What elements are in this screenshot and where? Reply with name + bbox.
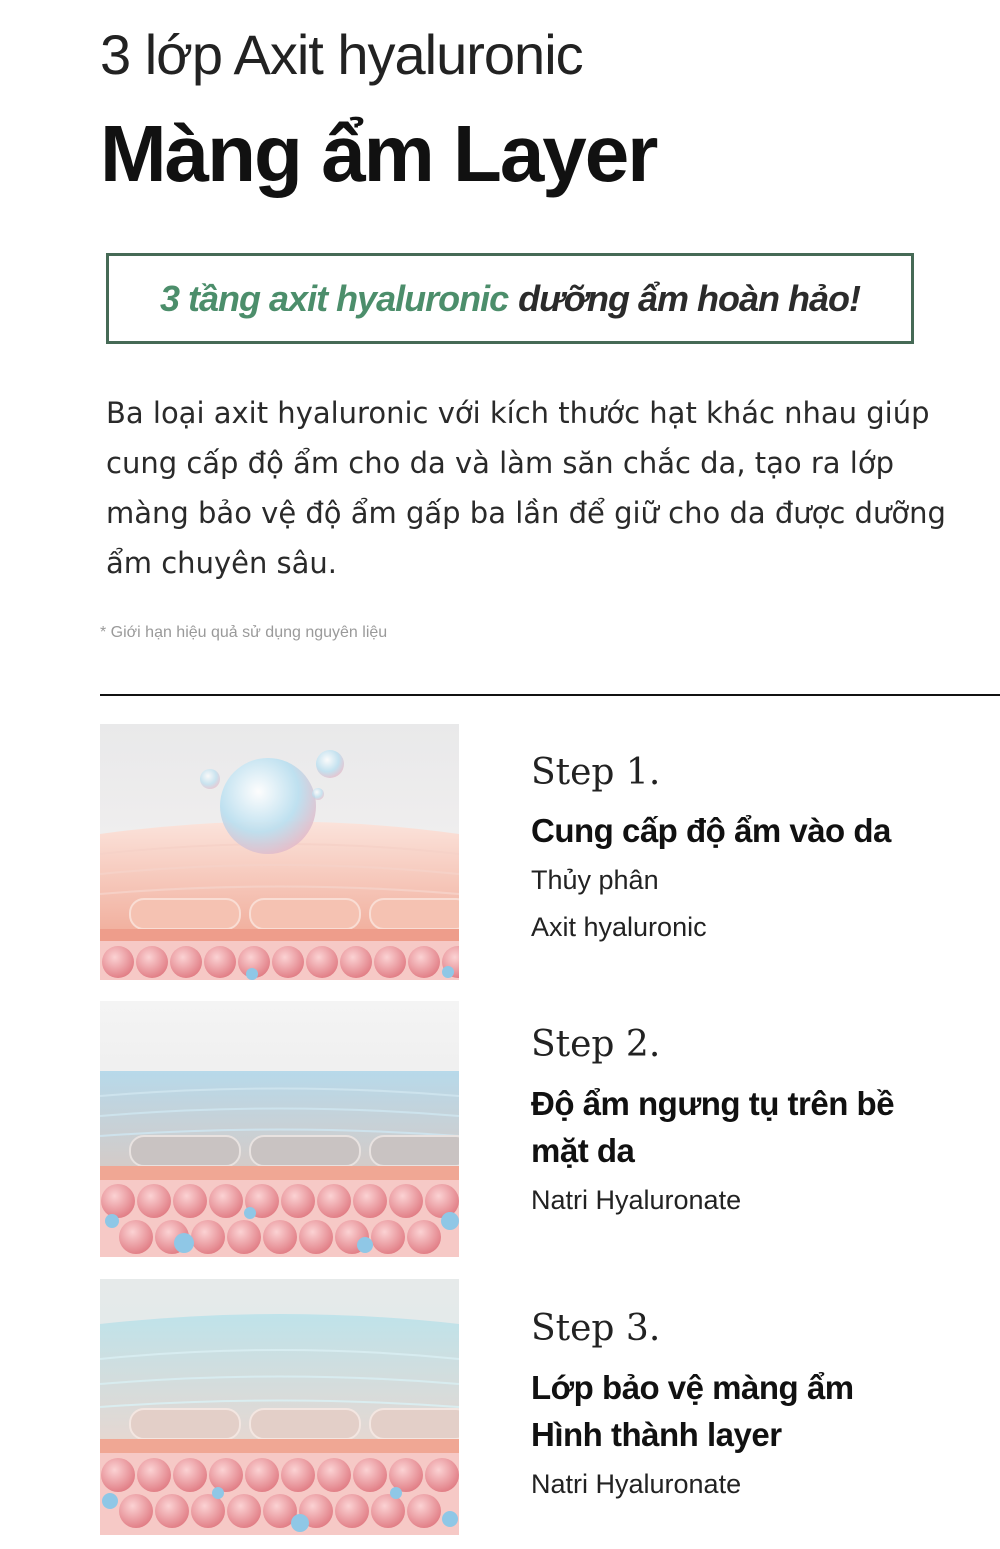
step1-skin-illustration (100, 724, 459, 980)
step3-heading-line1: Lớp bảo vệ màng ẩm (531, 1369, 854, 1406)
step1-heading-line: Cung cấp độ ẩm vào da (531, 812, 891, 849)
step2-skin-illustration (100, 1001, 459, 1257)
description-paragraph: Ba loại axit hyaluronic với kích thước hạt khác nhau giúp cung cấp độ ẩm cho da và làm săn chắc da, tạo ra lớp màng bảo vệ độ ẩm gấp ba lần để giữ cho da được dưỡng ẩm chuyên sâu. (106, 396, 946, 580)
step1-heading (531, 807, 951, 854)
footnote: * Giới hạn hiệu quả sử dụng nguyên liệu (100, 624, 388, 641)
step2-label: Step 2. (531, 1024, 661, 1065)
callout-highlight: 3 tầng axit hyaluronic (160, 277, 509, 319)
callout-box (106, 253, 914, 344)
step2-heading-line2: mặt da (531, 1132, 635, 1169)
section-subtitle: 3 lớp Axit hyaluronic (100, 23, 583, 86)
step3-heading (531, 1364, 951, 1458)
callout-text: dưỡng ẩm hoàn hảo! (518, 277, 860, 319)
step2-heading-line1: Độ ẩm ngưng tụ trên bề (531, 1085, 895, 1122)
step2-heading (531, 1080, 951, 1174)
step1-ingredient (531, 857, 707, 951)
step3-label: Step 3. (531, 1308, 661, 1349)
step3-ingredient (531, 1461, 741, 1508)
step2-ingredient-line1: Natri Hyaluronate (531, 1185, 742, 1215)
step2-ingredient (531, 1177, 741, 1224)
step3-ingredient-line1: Natri Hyaluronate (531, 1469, 742, 1499)
section-divider (100, 694, 1000, 696)
step1-ingredient-line2: Axit hyaluronic (531, 912, 707, 942)
step3-skin-illustration (100, 1279, 459, 1535)
section-title: Màng ẩm Layer (100, 109, 657, 198)
step1-label: Step 1. (531, 752, 661, 793)
step1-ingredient-line1: Thủy phân (531, 865, 659, 895)
step3-heading-line2: Hình thành layer (531, 1416, 782, 1453)
